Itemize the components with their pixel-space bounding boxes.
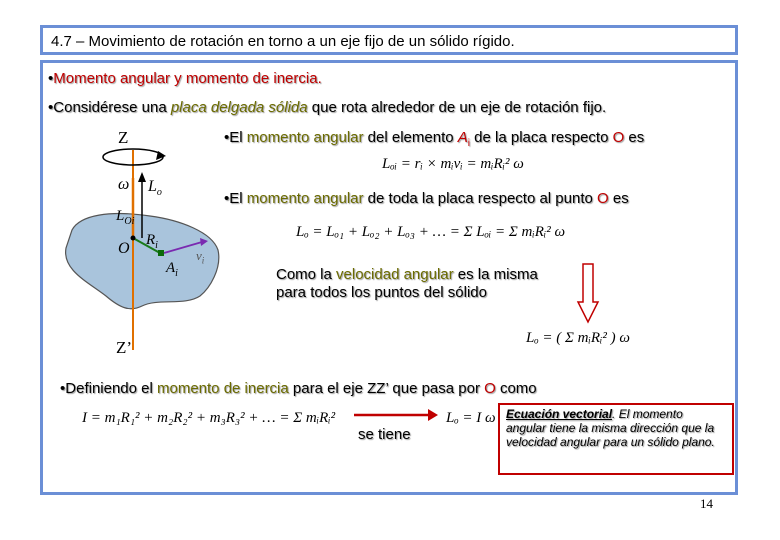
label-radius: $R_i$ xyxy=(146,232,158,251)
label-z: Z xyxy=(118,128,129,147)
mass-element xyxy=(158,250,164,256)
line-definiendo-inercia: •Definiendo el momento de inercia para el eje ZZ’ que pasa por O como xyxy=(60,380,537,397)
line-momento-elemento: •El momento angular del elemento $A_i$ de la placa respecto O es xyxy=(224,129,645,149)
note-body: . El momento angular tiene la misma dirección que la velocidad angular para un sólido plano. xyxy=(506,407,715,449)
rotation-diagram xyxy=(50,120,240,360)
label-loi: $L_{Oi}$ xyxy=(116,208,135,227)
bullet-momento-angular xyxy=(48,70,322,87)
line-considerese: •Considérese una placa delgada sólida que rota alrededor de un eje de rotación fijo. xyxy=(48,99,607,116)
equation-momento-factorizado: Lₒ = ( Σ mᵢRᵢ² ) ω xyxy=(526,330,630,346)
label-z-prime: Z’ xyxy=(116,338,133,357)
line-momento-placa: •El momento angular de toda la placa respecto al punto O es xyxy=(224,190,629,207)
term-placa: placa delgada sólida xyxy=(170,99,308,116)
origin-point xyxy=(131,236,136,241)
equation-momento-inercia: I = m₁R₁² + m₂R₂² + m₃R₃² + … = Σ mᵢRᵢ² xyxy=(82,410,336,426)
label-element: $A_i$ xyxy=(166,260,178,279)
equation-momento-total: Lₒ = Lₒ₁ + Lₒ₂ + Lₒ₃ + … = Σ Lₒᵢ = Σ mᵢRᵢ² ω xyxy=(296,224,566,240)
equation-momento-elemento: Lₒᵢ = rᵢ × mᵢvᵢ = mᵢRᵢ² ω xyxy=(382,156,524,172)
bullet1-text: Momento angular y momento de inercia. xyxy=(53,70,322,87)
text-velocidad-misma: Como la velocidad angular es la misma xyxy=(276,266,538,283)
label-origin: O xyxy=(118,240,130,257)
slide-title: 4.7 – Movimiento de rotación en torno a un eje fijo de un sólido rígido. xyxy=(51,33,515,50)
term-momento-angular: momento angular xyxy=(246,129,364,146)
bullet-dot: • xyxy=(48,70,54,87)
right-arrow-icon xyxy=(352,404,440,426)
note-ecuacion-vectorial xyxy=(498,403,734,475)
text-todos-puntos: para todos los puntos del sólido xyxy=(276,284,487,301)
label-omega: ω xyxy=(118,176,130,193)
note-heading: Ecuación vectorial xyxy=(506,407,613,421)
equation-l-igual-i-omega: Lₒ = I ω xyxy=(446,410,496,426)
label-lo: $L_o$ xyxy=(148,178,162,199)
page-number: 14 xyxy=(700,496,713,511)
text-se-tiene: se tiene xyxy=(358,426,411,443)
label-velocity: $v_i$ xyxy=(196,248,205,266)
title-bar xyxy=(40,25,738,55)
down-arrow-icon xyxy=(576,262,600,324)
